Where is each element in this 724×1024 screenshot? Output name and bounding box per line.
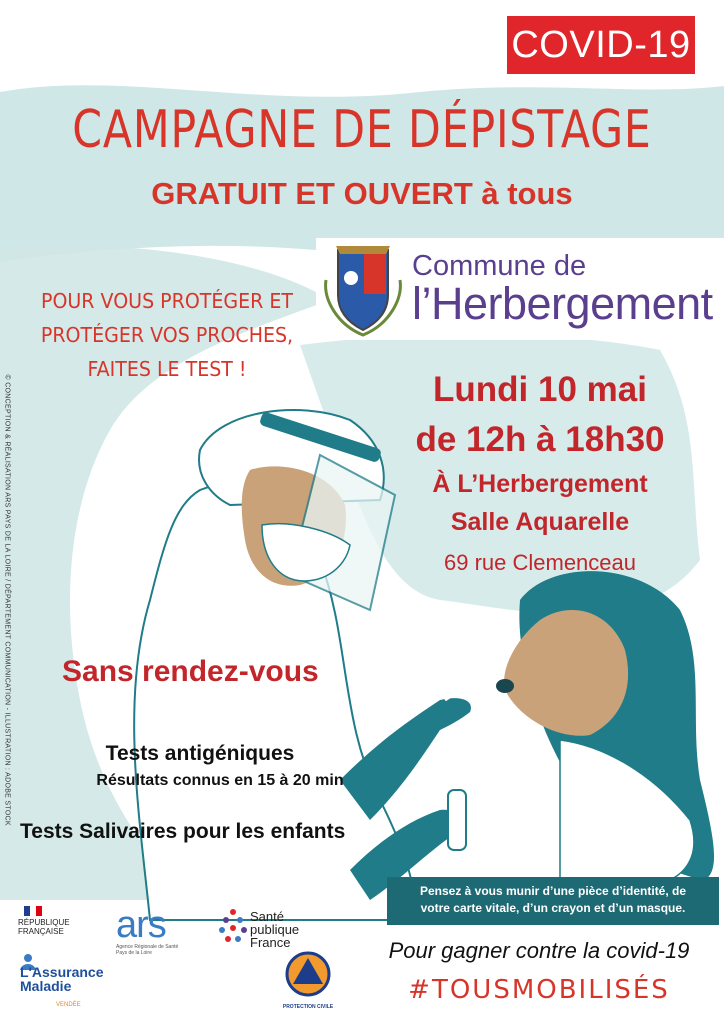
slogan-line2: PROTÉGER VOS PROCHES, [40,323,294,347]
notice-line2: votre carte vitale, d’un crayon et d’un masque. [420,901,686,915]
notice-box [387,877,719,925]
slogan-line1: POUR VOUS PROTÉGER ET [40,289,293,313]
event-venue: Salle Aquarelle [450,508,630,536]
ars-logo: ars [116,904,166,946]
rf-line2: FRANÇAISE [18,927,64,936]
notice-line1: Pensez à vous munir d’une pièce d’identité, de [419,884,687,898]
event-hours: de 12h à 18h30 [415,420,665,459]
swab [445,660,505,700]
am-line1: L'Assurance [20,964,104,980]
commune-line1: Commune de [412,250,587,282]
sante-publique-logo [250,910,299,949]
republique-francaise-logo [18,918,70,936]
slogan-text [29,284,305,386]
slogan-line3: FAITES LE TEST ! [87,357,247,381]
am-line2: Maladie [20,978,72,994]
campaign-line: Pour gagner contre la covid-19 [388,938,690,963]
coat-of-arms-icon [318,240,408,338]
ars-sub [116,944,178,956]
ars-sub2: Pays de la Loire [116,950,152,956]
sp-line1: Santé [250,909,284,924]
tests-saliva: Tests Salivaires pour les enfants [20,820,346,843]
assurance-maladie-sub: VENDÉE [56,1002,81,1008]
test-tube [448,790,466,850]
commune-line2: l’Herbergement [412,278,713,329]
sp-line3: France [250,935,291,950]
sp-line2: publique [250,922,300,937]
sante-publique-dots-icon [218,908,248,944]
campaign-title: CAMPAGNE DE DÉPISTAGE [72,100,652,160]
tests-antigen: Tests antigéniques [105,742,295,765]
rf-line1: RÉPUBLIQUE [18,918,70,927]
no-appointment: Sans rendez-vous [62,655,319,688]
event-address: 69 rue Clemenceau [443,550,636,575]
event-town: À L’Herbergement [432,470,648,498]
assurance-maladie-logo [20,965,103,993]
protection-civile-icon [285,950,331,1000]
french-flag-icon [24,906,42,916]
protection-civile-logo: PROTECTION CIVILE [282,1004,334,1010]
covid-badge: COVID-19 [507,16,695,74]
results-time: Résultats connus en 15 à 20 min [96,772,344,789]
side-credit: © CONCEPTION & RÉALISATION ARS PAYS DE LA LOIRE / DÉPARTEMENT COMMUNICATION - ILLUSTRATION : ADOBE STOCK [3,374,11,826]
hashtag: #TOUSMOBILISÉS [408,975,670,1005]
ars-sub1: Agence Régionale de Santé [116,944,179,950]
event-day: Lundi 10 mai [433,370,647,409]
patient-mouth [496,679,514,693]
campaign-subtitle: GRATUIT ET OUVERT à tous [151,176,573,211]
